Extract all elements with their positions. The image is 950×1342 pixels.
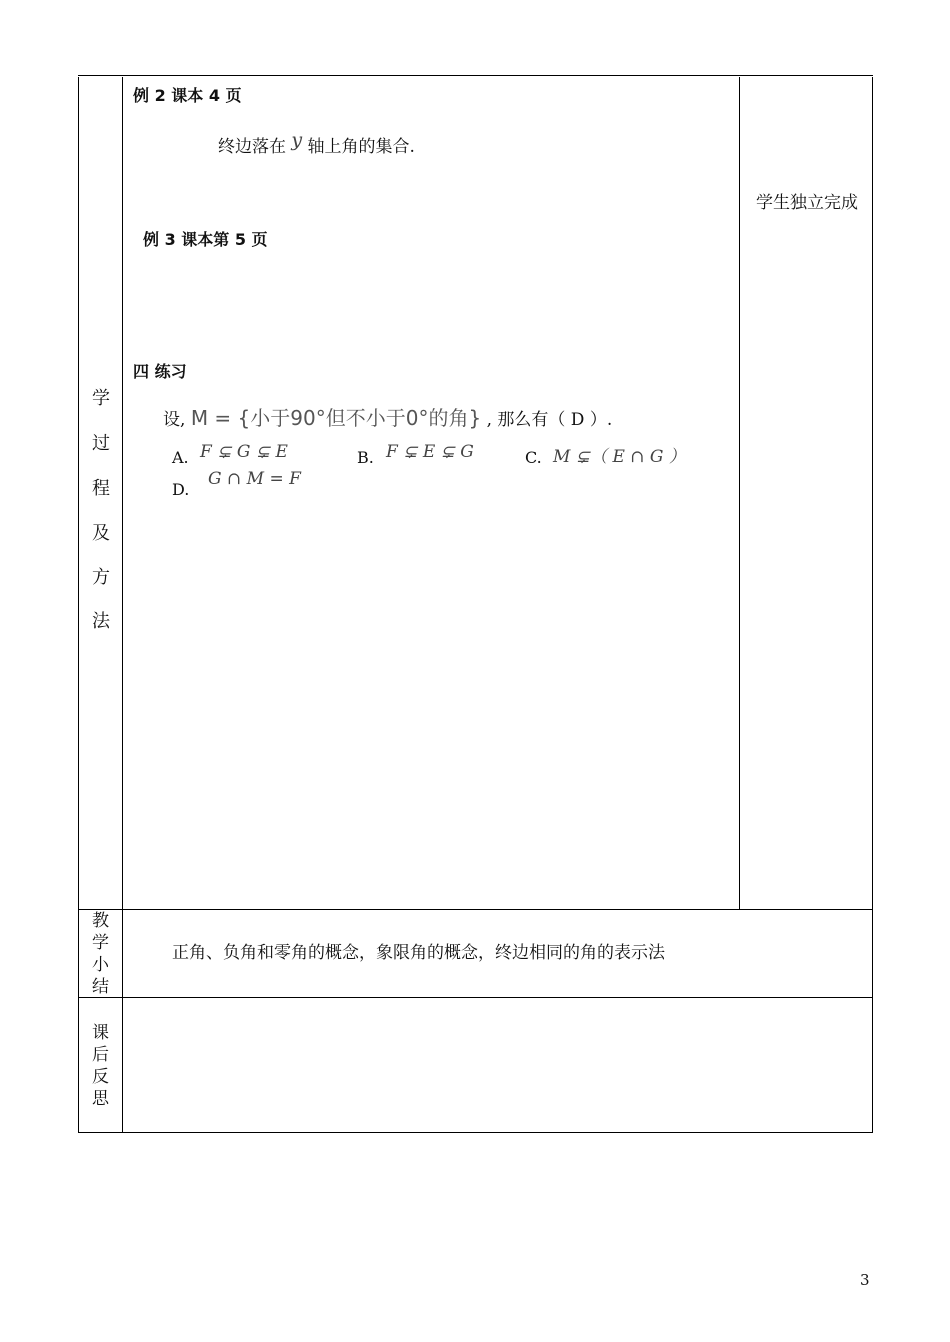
example2-variable: y <box>291 129 303 151</box>
summary-text: 正角、负角和零角的概念，象限角的概念，终边相同的角的表示法 <box>172 943 665 963</box>
set-M-definition: M = {小于90°但不小于0°的角} <box>190 406 482 430</box>
option-c: M ⊊（ E ∩ G ） <box>553 447 686 467</box>
row-divider-reflection <box>78 997 873 998</box>
row-divider-summary <box>78 909 873 910</box>
summary-label-char: 学 <box>92 933 109 953</box>
table-bottom-border <box>78 1132 873 1133</box>
page-number: 3 <box>860 1271 870 1289</box>
example3-title: 例 3 课本第 5 页 <box>143 230 268 249</box>
practice-heading: 四 练习 <box>133 362 187 381</box>
section-label-char: 法 <box>92 611 110 632</box>
example2-text-before: 终边落在 <box>218 137 286 157</box>
section-label-char: 学 <box>92 388 110 409</box>
option-a: F ⊊ G ⊊ E <box>200 442 288 462</box>
example2-title: 例 2 课本 4 页 <box>133 86 242 105</box>
reflection-label-char: 后 <box>92 1045 109 1065</box>
summary-label-char: 小 <box>92 955 109 975</box>
side-note: 学生独立完成 <box>756 193 858 213</box>
section-label-char: 方 <box>92 567 110 588</box>
summary-label-char: 教 <box>92 911 109 931</box>
example2-text <box>218 129 415 157</box>
table-right-border <box>872 77 873 1133</box>
reflection-label-char: 反 <box>92 1067 109 1087</box>
note-column-divider <box>739 77 740 910</box>
option-d-label: D. <box>172 480 190 499</box>
option-b-label: B. <box>357 448 374 467</box>
section-label-char: 程 <box>92 478 110 499</box>
question-prefix: 设 <box>163 410 180 430</box>
summary-label <box>78 910 123 998</box>
practice-question <box>163 402 612 431</box>
option-d: G ∩ M = F <box>208 469 301 489</box>
section-label-char: 及 <box>92 523 110 544</box>
question-tail: , 那么有（ D ）. <box>486 410 613 430</box>
question-comma: , <box>180 410 186 430</box>
example2-text-after: 轴上角的集合. <box>307 137 415 157</box>
reflection-label-char: 课 <box>92 1023 109 1043</box>
section-label-char: 过 <box>92 433 110 454</box>
top-rule <box>78 75 873 76</box>
reflection-label-char: 思 <box>92 1089 109 1109</box>
summary-label-char: 结 <box>92 977 109 997</box>
option-c-label: C. <box>525 448 542 467</box>
option-a-label: A. <box>172 448 189 467</box>
option-b: F ⊊ E ⊊ G <box>386 442 474 462</box>
reflection-label <box>78 1022 123 1110</box>
